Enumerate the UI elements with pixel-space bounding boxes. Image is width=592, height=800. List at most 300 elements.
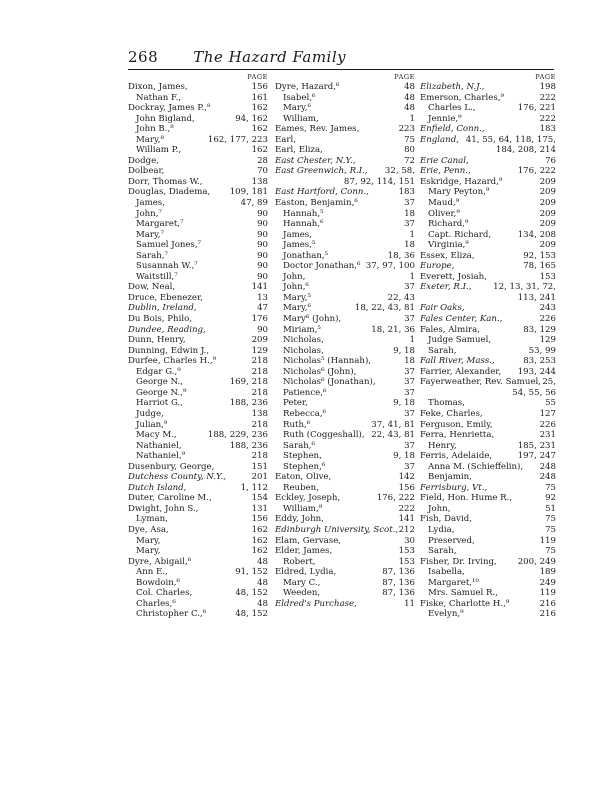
entry-name: Nathan F., <box>136 92 182 103</box>
index-entry <box>128 135 268 146</box>
entry-name: Weeden, <box>283 588 321 599</box>
entry-name: Sarah,⁶ <box>283 440 315 451</box>
entry-name: Ferguson, Emily, <box>420 419 493 430</box>
index-entry <box>128 187 268 198</box>
entry-name: Anna M. (Schieffelin), <box>428 461 524 472</box>
index-entry <box>275 282 415 293</box>
entry-pages: 92 <box>545 493 556 504</box>
entry-pages: 162 <box>251 546 268 557</box>
index-entry <box>128 93 268 104</box>
entry-pages: 75 <box>545 524 556 535</box>
entry-name: Duter, Caroline M., <box>128 493 212 504</box>
entry-name: Elizabeth, N.J., <box>420 82 485 92</box>
entry-name: Nathaniel, <box>136 440 182 451</box>
entry-pages: 87, 136 <box>382 567 415 578</box>
entry-pages: 75 <box>404 134 415 145</box>
entry-pages: 75 <box>545 546 556 557</box>
entry-name: Mrs. Samuel R., <box>428 588 498 599</box>
entry-name: Du Bois, Philo, <box>128 314 192 325</box>
index-entry <box>128 525 268 536</box>
entry-name: Mary, <box>136 535 161 546</box>
entry-pages: 138 <box>251 176 268 187</box>
index-entry <box>275 114 415 125</box>
index-entry <box>275 536 415 547</box>
entry-pages: 90 <box>257 208 268 219</box>
index-entry <box>275 504 415 515</box>
index-entry <box>275 588 415 599</box>
entry-name: Eaton, Olive, <box>275 472 332 483</box>
entry-pages: 90 <box>257 271 268 282</box>
index-entry <box>420 504 556 515</box>
entry-pages: 216 <box>539 598 556 609</box>
entry-name: Margaret,¹⁰ <box>428 577 479 588</box>
index-column-2 <box>275 72 415 609</box>
entry-name: Farrier, Alexander, <box>420 366 502 377</box>
index-entry <box>128 293 268 304</box>
entry-name: Lydia, <box>428 524 455 535</box>
entry-name: Fair Oaks, <box>420 303 465 314</box>
index-entry <box>420 525 556 536</box>
index-entry <box>128 209 268 220</box>
entry-name: Fayerweather, Rev. Samuel, <box>420 377 541 388</box>
entry-pages: 153 <box>539 271 556 282</box>
entry-name: Henry, <box>428 440 457 451</box>
entry-pages: 226 <box>539 419 556 430</box>
index-entry <box>128 325 268 336</box>
index-entry <box>420 536 556 547</box>
entry-name: Charles,⁶ <box>136 598 176 609</box>
index-entry <box>420 114 556 125</box>
index-entry <box>275 93 415 104</box>
entry-name: Samuel Jones,⁷ <box>136 240 202 251</box>
entry-name: East Hartford, Conn., <box>275 187 369 198</box>
index-entry <box>128 388 268 399</box>
entry-name: Druce, Ebenezer, <box>128 292 203 303</box>
entry-name: Jennie,⁹ <box>428 113 462 124</box>
index-entry <box>275 483 415 494</box>
index-entry <box>275 124 415 135</box>
entry-name: Patience,⁶ <box>283 387 327 398</box>
entry-pages: 209 <box>539 198 556 209</box>
index-entry <box>275 430 415 441</box>
entry-pages: 51 <box>545 503 556 514</box>
index-entry <box>420 514 556 525</box>
entry-pages: 161 <box>251 92 268 103</box>
entry-name: Dolbear, <box>128 166 165 177</box>
entry-pages: 153 <box>398 556 415 567</box>
index-entry <box>275 356 415 367</box>
index-entry <box>420 409 556 420</box>
entry-name: Judge Samuel, <box>428 335 492 346</box>
entry-pages: 12, 13, 31, 72, <box>493 282 556 293</box>
entry-name: Mary,⁶ <box>283 103 311 114</box>
index-entry <box>420 303 556 314</box>
index-entry <box>275 546 415 557</box>
entry-name: Eckley, Joseph, <box>275 493 341 504</box>
entry-pages: 200, 249 <box>517 556 556 567</box>
entry-name: George N., <box>136 377 183 388</box>
entry-name: Robert, <box>283 556 316 567</box>
entry-pages: 90 <box>257 240 268 251</box>
index-entry <box>420 272 556 283</box>
index-entry <box>275 599 415 610</box>
entry-pages: 183 <box>398 187 415 198</box>
entry-pages: 18 <box>404 240 415 251</box>
index-entry <box>275 493 415 504</box>
entry-pages: 156 <box>251 82 268 92</box>
entry-pages: 90 <box>257 219 268 230</box>
entry-pages: 129 <box>539 335 556 346</box>
index-entry <box>420 578 556 589</box>
entry-pages: 141 <box>398 514 415 525</box>
entry-pages: 129 <box>251 345 268 356</box>
entry-pages: 47 <box>257 303 268 314</box>
index-entry <box>275 219 415 230</box>
entry-pages: 53, 99 <box>528 345 556 356</box>
index-entry <box>420 546 556 557</box>
index-entry <box>420 420 556 431</box>
entry-pages: 90 <box>257 261 268 272</box>
entry-name: Miriam,⁵ <box>283 324 321 335</box>
entry-pages: 218 <box>251 356 268 367</box>
entry-name: Jonathan,⁵ <box>283 250 329 261</box>
entry-name: Reuben, <box>283 482 319 493</box>
page-header <box>128 48 346 66</box>
entry-pages: 87, 92, 114, 151 <box>343 176 415 187</box>
entry-name: Evelyn,⁹ <box>428 609 464 620</box>
entry-pages: 37 <box>404 219 415 230</box>
entry-pages: 119 <box>539 535 556 546</box>
entry-name: James, <box>283 229 312 240</box>
entry-name: Everett, Josiah, <box>420 271 487 282</box>
entry-pages: 18, 36 <box>387 250 415 261</box>
entry-pages: 1 <box>409 271 415 282</box>
entry-pages: 25, <box>542 377 556 388</box>
entry-pages: 176 <box>251 314 268 325</box>
entry-pages: 222 <box>539 113 556 124</box>
index-entry <box>128 557 268 568</box>
index-entry <box>420 398 556 409</box>
index-entry <box>420 367 556 378</box>
entry-pages: 41, 55, 64, 118, 175, <box>465 134 556 145</box>
entry-name: Dutch Island, <box>128 482 187 493</box>
entry-name: Waitstill,⁷ <box>136 271 178 282</box>
entry-name: Fales, Almira, <box>420 324 481 335</box>
entry-name: Sarah, <box>428 345 457 356</box>
entry-pages: 18 <box>404 208 415 219</box>
entry-pages: 212 <box>398 524 415 535</box>
index-entry <box>128 377 268 388</box>
index-entry <box>420 145 556 156</box>
entry-name: Erie, Penn., <box>420 166 471 177</box>
index-entry <box>275 261 415 272</box>
page-title: The Hazard Family <box>193 48 347 66</box>
index-entry <box>275 451 415 462</box>
entry-name: Edgar G.,⁹ <box>136 366 181 377</box>
index-entry <box>128 409 268 420</box>
entry-pages: 48 <box>257 598 268 609</box>
index-entry <box>275 335 415 346</box>
index-entry <box>275 346 415 357</box>
index-entry <box>420 198 556 209</box>
index-entry <box>128 578 268 589</box>
index-entry <box>128 609 268 620</box>
index-entry <box>275 377 415 388</box>
column-heading: PAGE <box>247 73 268 81</box>
entry-pages: 119 <box>539 588 556 599</box>
index-entry <box>275 303 415 314</box>
entry-name: James, <box>136 198 165 209</box>
entry-pages: 109, 181 <box>229 187 268 198</box>
entry-name: Ferris, Adelaide, <box>420 451 493 462</box>
entry-pages: 162 <box>251 145 268 156</box>
entry-pages: 37 <box>404 282 415 293</box>
index-entry <box>275 209 415 220</box>
entry-name: Doctor Jonathan,⁶ <box>283 261 361 272</box>
entry-pages: 70 <box>257 166 268 177</box>
entry-name: Dwight, John S., <box>128 503 199 514</box>
entry-pages: 22, 43, 81 <box>371 430 415 441</box>
entry-name: Isabel,⁶ <box>283 92 316 103</box>
index-entry <box>275 420 415 431</box>
entry-pages: 76 <box>545 155 556 166</box>
index-entry <box>420 356 556 367</box>
index-entry <box>275 187 415 198</box>
index-entry <box>420 430 556 441</box>
index-entry <box>420 472 556 483</box>
entry-name: Mary,⁷ <box>136 229 164 240</box>
entry-pages: 83, 253 <box>523 356 556 367</box>
index-entry <box>420 209 556 220</box>
index-entry <box>128 103 268 114</box>
entry-name: Ferrisburg, Vt., <box>420 482 488 493</box>
entry-pages: 78, 165 <box>523 261 556 272</box>
entry-name: Hannah,⁶ <box>283 219 324 230</box>
entry-name: Enfield, Conn., <box>420 124 485 135</box>
entry-pages: 90 <box>257 229 268 240</box>
entry-pages: 156 <box>251 514 268 525</box>
entry-name: Ruth (Coggeshall), <box>283 430 365 441</box>
entry-pages: 9, 18 <box>393 345 415 356</box>
entry-name: Maud,⁹ <box>428 198 460 209</box>
index-entry <box>275 398 415 409</box>
entry-name: John, <box>428 503 451 514</box>
entry-pages: 209 <box>539 208 556 219</box>
entry-name: Eskridge, Hazard,⁹ <box>420 176 503 187</box>
index-entry <box>128 335 268 346</box>
entry-pages: 48 <box>257 577 268 588</box>
entry-name: Dow, Neal, <box>128 282 176 293</box>
entry-name: Edinburgh University, Scot., <box>275 524 399 535</box>
entry-pages: 37 <box>404 408 415 419</box>
entry-name: Preserved, <box>428 535 475 546</box>
entry-name: Easton, Benjamin,⁶ <box>275 198 358 209</box>
index-entry <box>420 314 556 325</box>
entry-pages: 198 <box>539 82 556 92</box>
entry-name: Richard,⁹ <box>428 219 469 230</box>
index-entry <box>420 261 556 272</box>
entry-pages: 37, 97, 100 <box>365 261 415 272</box>
entry-name: Nicholas⁵ (Hannah), <box>283 356 372 367</box>
entry-pages: 209 <box>539 176 556 187</box>
entry-pages: 176, 222 <box>517 166 556 177</box>
entry-name: Thomas, <box>428 398 465 409</box>
entry-pages: 11 <box>404 598 415 609</box>
index-column-3 <box>420 72 556 620</box>
entry-pages: 87, 136 <box>382 588 415 599</box>
entry-pages: 209 <box>251 335 268 346</box>
entry-name: William,⁹ <box>283 503 323 514</box>
index-entry <box>128 261 268 272</box>
entry-name: Exeter, R.I., <box>420 282 472 293</box>
column-heading: PAGE <box>535 73 556 81</box>
entry-name: Dixon, James, <box>128 82 188 92</box>
index-entry <box>128 536 268 547</box>
entry-pages: 218 <box>251 366 268 377</box>
entry-name: Dye, Asa, <box>128 524 169 535</box>
index-entry <box>275 240 415 251</box>
entry-name: Macy M., <box>136 430 177 441</box>
index-entry <box>275 198 415 209</box>
index-entry <box>420 124 556 135</box>
index-entry <box>275 367 415 378</box>
entry-name: East Greenwich, R.I., <box>275 166 368 177</box>
index-entry <box>275 514 415 525</box>
index-entry <box>128 546 268 557</box>
index-entry <box>128 430 268 441</box>
entry-name: Sarah, <box>428 546 457 557</box>
entry-name: James,⁵ <box>283 240 316 251</box>
entry-pages: 37 <box>404 461 415 472</box>
index-entry <box>420 282 556 293</box>
entry-name: Mary⁶ (John), <box>283 314 342 325</box>
index-entry <box>128 398 268 409</box>
index-entry <box>128 282 268 293</box>
entry-pages: 55 <box>545 398 556 409</box>
entry-name: Judge, <box>136 408 164 419</box>
entry-pages: 142 <box>398 472 415 483</box>
entry-pages: 90 <box>257 324 268 335</box>
index-entry <box>420 82 556 93</box>
entry-name: East Chester, N.Y., <box>275 155 356 166</box>
entry-name: Charles L., <box>428 103 476 114</box>
entry-name: Eames, Rev. James, <box>275 124 360 135</box>
entry-pages: 226 <box>539 314 556 325</box>
entry-pages: 48, 152 <box>235 609 268 620</box>
entry-name: Dutchess County, N.Y., <box>128 472 227 483</box>
entry-pages: 47, 89 <box>240 198 268 209</box>
entry-pages: 1 <box>409 335 415 346</box>
entry-pages: 37 <box>404 366 415 377</box>
entry-pages: 1 <box>409 229 415 240</box>
entry-pages: 153 <box>398 546 415 557</box>
index-entry <box>420 483 556 494</box>
index-entry <box>420 557 556 568</box>
entry-pages: 94, 162 <box>235 113 268 124</box>
index-entry <box>420 599 556 610</box>
index-entry <box>420 388 556 399</box>
entry-name: Dublin, Ireland, <box>128 303 197 314</box>
entry-pages: 48 <box>404 92 415 103</box>
index-entry <box>420 187 556 198</box>
entry-name: Mary,⁵ <box>283 292 311 303</box>
index-entry <box>420 377 556 388</box>
index-entry <box>275 557 415 568</box>
entry-name: Benjamin, <box>428 472 472 483</box>
index-entry <box>128 441 268 452</box>
index-entry <box>275 230 415 241</box>
entry-name: Mary,⁸ <box>136 134 164 145</box>
index-entry <box>128 156 268 167</box>
index-entry <box>420 103 556 114</box>
entry-pages: 176, 222 <box>376 493 415 504</box>
entry-pages: 37 <box>404 198 415 209</box>
index-entry <box>275 156 415 167</box>
index-entry <box>275 272 415 283</box>
index-entry <box>128 514 268 525</box>
entry-pages: 48 <box>404 103 415 114</box>
index-entry <box>128 367 268 378</box>
entry-pages: 37 <box>404 387 415 398</box>
entry-name: Dyre, Hazard,⁶ <box>275 82 340 92</box>
entry-name: Hannah,⁵ <box>283 208 324 219</box>
index-entry <box>420 135 556 146</box>
index-entry <box>128 588 268 599</box>
entry-name: Ferra, Henrietta, <box>420 430 495 441</box>
entry-name: Mary, <box>136 546 161 557</box>
entry-name: Christopher C.,⁶ <box>136 609 207 620</box>
index-entry <box>420 441 556 452</box>
entry-name: George N.,⁹ <box>136 387 187 398</box>
entry-name: Dorr, Thomas W., <box>128 176 203 187</box>
entry-name: Ruth,⁶ <box>283 419 311 430</box>
index-entry <box>275 166 415 177</box>
entry-pages: 176, 221 <box>517 103 556 114</box>
index-entry <box>128 504 268 515</box>
entry-name: Sarah,⁷ <box>136 250 168 261</box>
entry-pages: 72 <box>404 155 415 166</box>
entry-name: Elam, Gervase, <box>275 535 342 546</box>
entry-name: Earl, Eliza, <box>275 145 323 156</box>
entry-name: Stephen,⁶ <box>283 461 326 472</box>
entry-pages: 113, 241 <box>517 292 556 303</box>
index-entry <box>420 219 556 230</box>
index-entry <box>128 230 268 241</box>
index-entry <box>128 493 268 504</box>
index-entry <box>128 240 268 251</box>
entry-pages: 37 <box>404 377 415 388</box>
entry-pages: 48, 152 <box>235 588 268 599</box>
entry-name: Fales Center, Kan., <box>420 314 503 325</box>
entry-name: Fish, David, <box>420 514 472 525</box>
entry-name: Mary C., <box>283 577 321 588</box>
index-entry <box>275 251 415 262</box>
index-entry <box>275 388 415 399</box>
entry-name: Isabella, <box>428 567 465 578</box>
entry-pages: 243 <box>539 303 556 314</box>
index-entry <box>420 451 556 462</box>
entry-name: Margaret,⁷ <box>136 219 184 230</box>
entry-name: Essex, Eliza, <box>420 250 475 261</box>
index-entry <box>128 420 268 431</box>
index-entry <box>128 219 268 230</box>
entry-name: Feke, Charles, <box>420 408 483 419</box>
entry-pages: 249 <box>539 577 556 588</box>
entry-pages: 134, 208 <box>517 229 556 240</box>
index-entry <box>128 198 268 209</box>
column-heading: PAGE <box>394 73 415 81</box>
entry-pages: 162 <box>251 524 268 535</box>
